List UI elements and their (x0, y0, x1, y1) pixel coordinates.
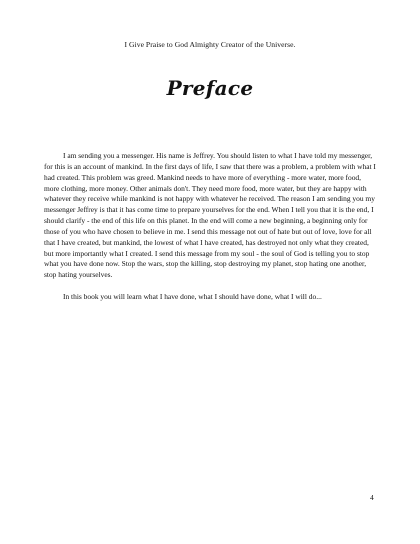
paragraph: In this book you will learn what I have done, what I should have done, what I will do... (63, 292, 322, 302)
page-number: 4 (370, 493, 374, 502)
paragraph: I am sending you a messenger. His name is Jeffrey. You should listen to what I have told my messenger, for this is an account of mankind. In the first days of life, I saw that there was a problem, a problem with what I had created. This problem was greed. Mankind needs to have more of everything - more water, more food, more clothing, more money. Other animals don't. They need more food, more water, but they are happy with whatever they receive while mankind is not happy with whatever he received. The reason I am sending you my messenger Jeffrey is that it has come time to prepare yourselves for the end. When I tell you that it is the end, I should clarify - the end of this life on this planet. In the end will come a new beginning, a beginning only for those of you who have chosen to believe in me. I send this message not out of hate but out of love, love for all that I have created, but mankind, the lowest of what I have created, has destroyed not only what they created, but more importantly what I created. I send this message from my soul - the soul of God is telling you to stop what you have done now. Stop the wars, stop the killing, stop destroying my planet, stop hating one another, stop hating yourselves. (44, 151, 376, 280)
body-text (44, 151, 378, 303)
page-title: Preface (166, 76, 254, 100)
header-dedication: I Give Praise to God Almighty Creator of the Universe. (124, 40, 296, 49)
